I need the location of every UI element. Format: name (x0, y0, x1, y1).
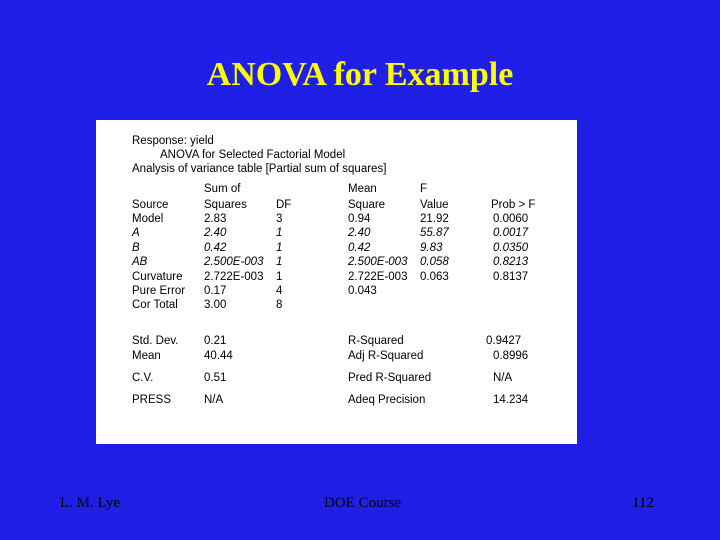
table-cell: Model (132, 213, 164, 225)
f-header-1: F (420, 183, 428, 195)
table-cell (348, 298, 407, 312)
std-dev-label: Std. Dev. (132, 335, 179, 347)
ss-header-1: Sum of (204, 183, 241, 195)
f-header-2: Value (420, 199, 449, 211)
cv-label: C.V. (132, 372, 154, 384)
table-cell: 0.0060 (493, 213, 529, 225)
table-cell: 3.00 (204, 299, 227, 312)
pred-r-squared-value: N/A (493, 372, 513, 384)
table-cell: Curvature (132, 270, 183, 283)
table-cell (493, 298, 528, 312)
pred-r-squared-label: Pred R-Squared (348, 372, 432, 384)
table-cell: 0.0017 (493, 227, 529, 240)
ms-header-2: Square (348, 199, 386, 211)
response-line: Response: yield (132, 135, 214, 147)
slide-title: ANOVA for Example (206, 56, 514, 93)
table-cell: 4 (276, 284, 283, 297)
table-cell: 0.063 (420, 270, 449, 283)
source-header: Source (132, 199, 169, 211)
model-line: ANOVA for Selected Factorial Model (160, 149, 346, 161)
table-cell: 0.0350 (493, 241, 529, 254)
table-cell: 2.500E-003 (204, 256, 264, 269)
r-squared-value: 0.9427 (486, 335, 522, 347)
df-column (276, 212, 282, 313)
slide-number: 112 (632, 495, 654, 511)
adeq-precision-value: 14.234 (493, 394, 529, 406)
table-cell: 0.043 (348, 284, 377, 297)
ms-header-1: Mean (348, 183, 377, 195)
table-cell: 2.83 (204, 213, 227, 225)
table-cell: 0.42 (348, 241, 371, 254)
table-cell: A (132, 227, 140, 240)
press-value: N/A (204, 394, 224, 406)
table-cell: 21.92 (420, 213, 449, 225)
std-dev-value: 0.21 (204, 335, 227, 347)
table-cell: 2.500E-003 (348, 256, 408, 269)
table-cell (493, 284, 528, 298)
footer-course: DOE Course (324, 495, 402, 511)
p-header: Prob > F (491, 199, 536, 211)
cv-value: 0.51 (204, 372, 227, 384)
table-cell: 2.722E-003 (204, 270, 264, 283)
table-cell: 55.87 (420, 227, 449, 240)
table-cell: 1 (276, 241, 283, 254)
table-cell: Cor Total (132, 299, 178, 312)
table-cell: 0.058 (420, 256, 449, 269)
r-squared-label: R-Squared (348, 335, 404, 347)
table-cell: 2.40 (204, 227, 227, 240)
table-cell: 9.83 (420, 241, 443, 254)
table-cell: 3 (276, 213, 283, 225)
table-cell: 0.42 (204, 241, 227, 254)
f-column (420, 212, 449, 313)
ms-column (348, 212, 407, 313)
adeq-precision-label: Adeq Precision (348, 394, 426, 406)
adj-r-squared-label: Adj R-Squared (348, 350, 424, 362)
table-cell: B (132, 241, 140, 254)
table-cell: 0.8137 (493, 270, 529, 283)
footer-author: L. M. Lye (60, 495, 120, 511)
ss-column (204, 212, 263, 313)
table-cell: 1 (276, 227, 283, 240)
table-cell: 0.8213 (493, 256, 529, 269)
table-cell: AB (132, 256, 148, 269)
table-cell: 1 (276, 270, 283, 283)
source-column (132, 212, 185, 313)
ss-header-2: Squares (204, 199, 247, 211)
table-cell: Pure Error (132, 284, 186, 297)
press-label: PRESS (132, 394, 171, 406)
table-cell: 8 (276, 299, 283, 312)
table-cell: 2.722E-003 (348, 270, 408, 283)
anova-output-panel (96, 120, 577, 444)
table-cell: 1 (276, 256, 283, 269)
table-cell (420, 298, 449, 312)
table-caption: Analysis of variance table [Partial sum of squares] (132, 163, 387, 175)
table-cell: 2.40 (348, 227, 371, 240)
table-cell (420, 284, 449, 298)
df-header: DF (276, 199, 292, 211)
adj-r-squared-value: 0.8996 (493, 350, 529, 362)
table-cell: 0.17 (204, 284, 227, 297)
p-column (493, 212, 528, 313)
mean-label: Mean (132, 350, 161, 362)
table-cell: 0.94 (348, 213, 371, 225)
mean-value: 40.44 (204, 350, 233, 362)
